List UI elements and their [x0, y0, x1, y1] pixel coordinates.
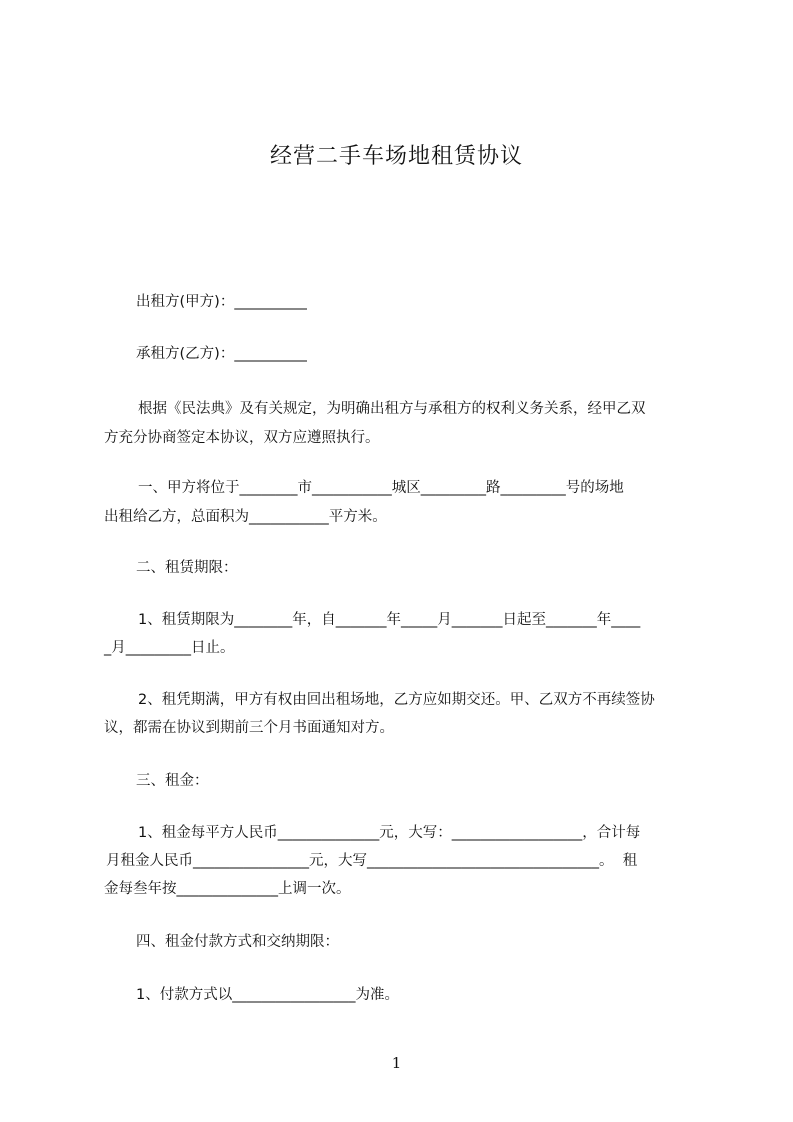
clause-3-1-line-1: 1、租金每平方人民币______________元，大写：__________________，合计每: [138, 825, 641, 841]
clause-2-1-line-1: 1、租赁期限为________年，自_______年_____月_______日起至_______年____: [138, 612, 641, 628]
clause-1-line-2: 出租给乙方，总面积为___________平方米。: [104, 509, 387, 525]
clause-3-1-line-2: 月租金人民币________________元，大写________________________________。 租: [106, 853, 638, 869]
intro-paragraph-line-2: 方充分协商签定本协议，双方应遵照执行。: [104, 430, 380, 446]
document-title: 经营二手车场地租赁协议: [269, 144, 523, 169]
section-3-heading: 三、租金：: [136, 773, 209, 789]
clause-2-1-line-2: _月_________日止。: [104, 640, 235, 656]
clause-2-2-line-2: 议，都需在协议到期前三个月书面通知对方。: [104, 720, 394, 736]
clause-4-1-line-1: 1、付款方式以_________________为准。: [136, 987, 399, 1003]
clause-1-line-1: 一、甲方将位于________市___________城区_________路_________号的场地: [138, 480, 624, 496]
clause-2-2-line-1: 2、租凭期满，甲方有权由回出租场地，乙方应如期交还。甲、乙双方不再续签协: [138, 692, 655, 708]
lessor-line: 出租方(甲方)：__________: [136, 294, 307, 310]
section-4-heading: 四、租金付款方式和交纳期限：: [136, 934, 339, 950]
lessee-line: 承租方(乙方)：__________: [136, 346, 307, 362]
page-number: 1: [391, 1054, 402, 1072]
clause-3-1-line-3: 金每叁年按______________上调一次。: [104, 881, 351, 897]
section-2-heading: 二、租赁期限：: [136, 560, 238, 576]
intro-paragraph-line-1: 根据《民法典》及有关规定，为明确出租方与承租方的权利义务关系，经甲乙双: [138, 401, 646, 417]
